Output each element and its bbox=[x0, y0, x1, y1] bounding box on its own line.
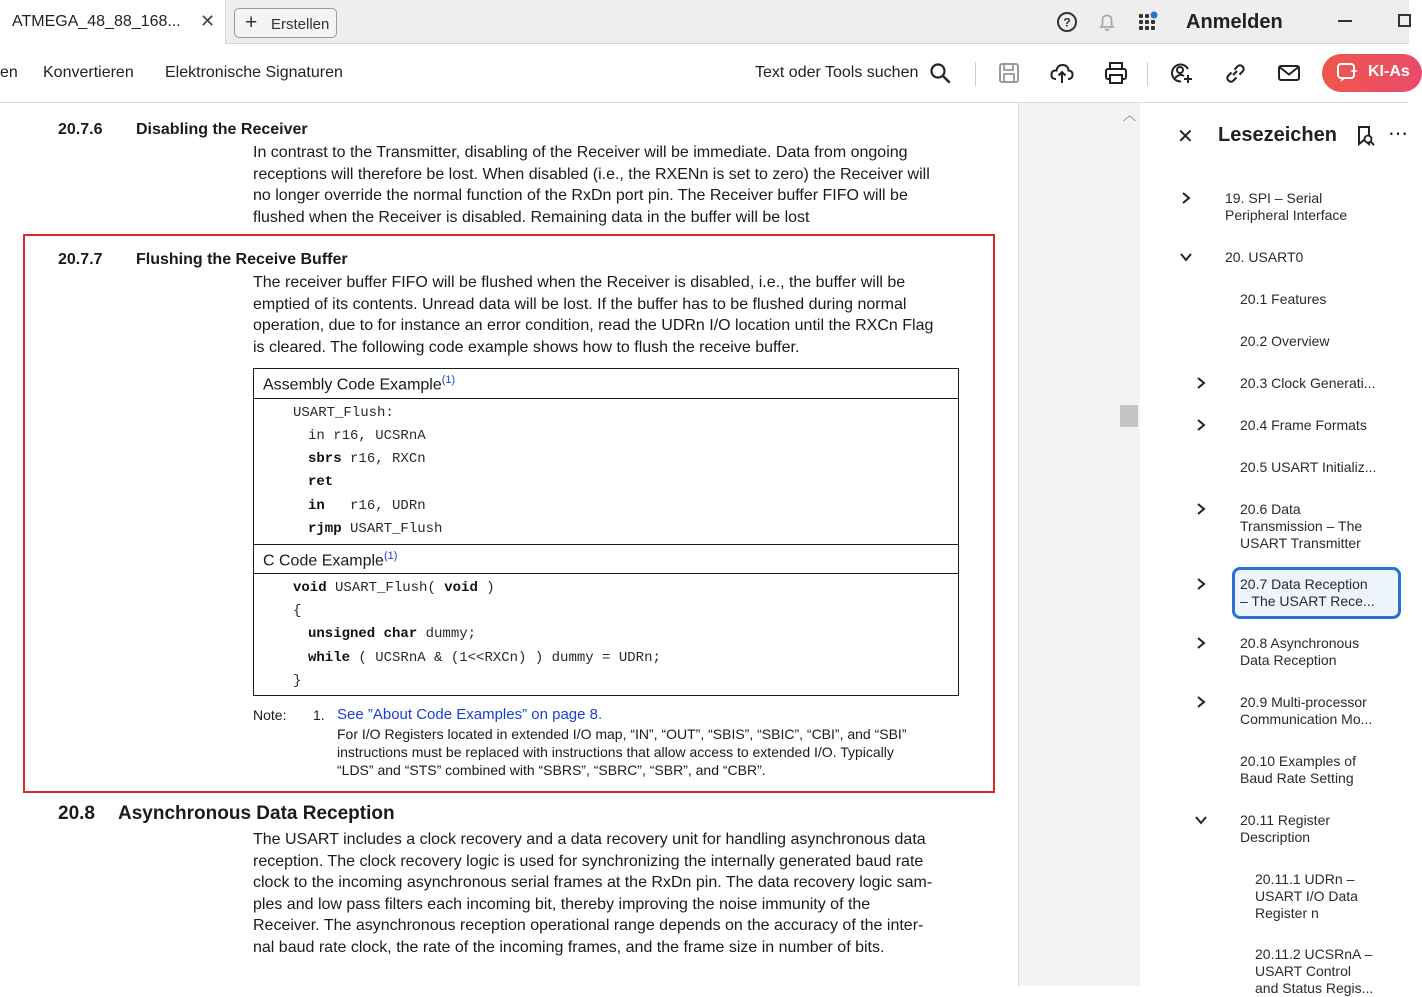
panel-title: Lesezeichen bbox=[1218, 124, 1337, 146]
section-title: Disabling the Receiver bbox=[136, 121, 308, 138]
asm-line: in r16, UCSRnA bbox=[308, 428, 426, 444]
paragraph-flushing-buffer bbox=[253, 272, 958, 358]
paragraph-async-reception bbox=[253, 829, 958, 959]
link-icon[interactable] bbox=[1222, 60, 1248, 86]
chevron-right-icon[interactable] bbox=[1179, 191, 1193, 205]
footnote-link[interactable]: (1) bbox=[383, 550, 398, 562]
bookmark-item[interactable]: 20.8 Asynchronous Data Reception bbox=[1240, 635, 1360, 668]
text-line: flushed when the Receiver is disabled. Remaining data in the buffer will be lost bbox=[253, 208, 810, 226]
ai-assistant-label: KI-As bbox=[1368, 63, 1410, 80]
document-view[interactable] bbox=[0, 103, 1018, 986]
main-toolbar bbox=[0, 44, 1409, 103]
ai-sparkle-icon bbox=[1336, 62, 1360, 84]
chevron-right-icon[interactable] bbox=[1194, 418, 1208, 432]
bookmark-item[interactable]: 20.6 Data Transmission – The USART Transmitter bbox=[1240, 501, 1363, 551]
bookmark-item[interactable]: 20.10 Examples of Baud Rate Setting bbox=[1240, 753, 1356, 786]
note-number: 1. bbox=[313, 707, 325, 723]
bookmark-item[interactable]: 20.1 Features bbox=[1240, 291, 1327, 307]
assembly-header-text: Assembly Code Example bbox=[263, 376, 442, 394]
footnote-link[interactable]: (1) bbox=[441, 374, 456, 386]
toolbar-separator bbox=[975, 62, 976, 86]
c-line: } bbox=[293, 673, 302, 689]
text-line: ples and low pass filters each incoming bit, thereby improving the noise immunity of the bbox=[253, 895, 871, 913]
asm-line: rjmp USART_Flush bbox=[308, 521, 443, 537]
bookmark-item[interactable]: 20.4 Frame Formats bbox=[1240, 417, 1367, 433]
bell-icon[interactable] bbox=[1096, 11, 1118, 33]
text-line: clock to the incoming asynchronous serial frames at the RxDn pin. The data recovery logic sam- bbox=[253, 874, 933, 892]
chevron-right-icon[interactable] bbox=[1194, 695, 1208, 709]
text-line: no longer override the normal function of the RxDn port pin. The Receiver buffer FIFO will be bbox=[253, 187, 908, 205]
scrollbar-thumb[interactable] bbox=[1120, 405, 1138, 427]
chevron-right-icon[interactable] bbox=[1194, 636, 1208, 650]
plus-icon: + bbox=[245, 11, 258, 34]
asm-line: USART_Flush: bbox=[293, 405, 394, 421]
close-panel-icon[interactable]: ✕ bbox=[1177, 126, 1194, 148]
bookmark-item-active[interactable]: 20.7 Data Reception – The USART Rece... bbox=[1240, 576, 1375, 609]
asm-line: sbrs r16, RXCn bbox=[308, 451, 426, 467]
text-line: The receiver buffer FIFO will be flushed when the Receiver is disabled, i.e., the buffer will be bbox=[253, 274, 906, 291]
document-tab[interactable] bbox=[0, 0, 226, 44]
asm-line: ret bbox=[308, 474, 334, 490]
note-label: Note: bbox=[253, 707, 287, 723]
help-circle-icon[interactable] bbox=[1056, 11, 1078, 33]
menu-item-edit[interactable]: en bbox=[0, 64, 18, 81]
bookmark-search-icon[interactable] bbox=[1354, 125, 1376, 147]
section-number: 20.8 bbox=[58, 803, 95, 824]
bookmark-item[interactable]: 20.3 Clock Generati... bbox=[1240, 375, 1376, 391]
note-text bbox=[337, 725, 957, 780]
text-line: “LDS” and “STS” combined with “SBRS”, “SBRC”, “SBR”, and “CBR”. bbox=[337, 762, 766, 779]
text-line: Receiver. The asynchronous reception operational range depends on the accuracy of the inter- bbox=[253, 917, 924, 935]
asm-line: in r16, UDRn bbox=[308, 498, 426, 514]
upload-cloud-icon[interactable] bbox=[1049, 60, 1075, 86]
tab-title: ATMEGA_48_88_168... bbox=[12, 13, 181, 30]
search-tools-label[interactable]: Text oder Tools suchen bbox=[755, 64, 919, 81]
section-number: 20.7.6 bbox=[58, 121, 103, 138]
bookmark-item[interactable]: 20.2 Overview bbox=[1240, 333, 1330, 349]
c-line: unsigned char dummy; bbox=[308, 626, 477, 642]
tab-bar bbox=[0, 0, 1409, 44]
svg-text:?: ? bbox=[1063, 15, 1071, 30]
bookmark-item[interactable]: 20.9 Multi-processor Communication Mo... bbox=[1240, 694, 1373, 727]
sign-in-button[interactable]: Anmelden bbox=[1186, 11, 1283, 33]
menu-item-signatures[interactable]: Elektronische Signaturen bbox=[165, 64, 343, 81]
text-line: emptied of its contents. Unread data will be lost. If the buffer has to be flushed during normal bbox=[253, 295, 907, 313]
chevron-right-icon[interactable] bbox=[1194, 577, 1208, 591]
c-line: { bbox=[293, 603, 302, 619]
minimize-icon[interactable] bbox=[1338, 20, 1352, 22]
c-header-text: C Code Example bbox=[263, 552, 384, 570]
mail-icon[interactable] bbox=[1276, 60, 1302, 86]
save-icon[interactable] bbox=[996, 60, 1022, 86]
bookmark-item[interactable]: 20. USART0 bbox=[1225, 249, 1304, 265]
maximize-icon[interactable] bbox=[1398, 14, 1411, 27]
toolbar-separator bbox=[1147, 62, 1148, 86]
vertical-scrollbar[interactable] bbox=[1018, 103, 1140, 986]
text-line: reception. The clock recovery logic is used for synchronizing the internally generated baud rate bbox=[253, 852, 924, 870]
chevron-right-icon[interactable] bbox=[1194, 502, 1208, 516]
apps-grid-icon[interactable] bbox=[1137, 11, 1159, 33]
share-user-icon[interactable] bbox=[1168, 60, 1194, 86]
c-code-header bbox=[254, 544, 958, 574]
bookmark-item[interactable]: 20.5 USART Initializ... bbox=[1240, 459, 1377, 475]
c-line: while ( UCSRnA & (1<<RXCn) ) dummy = UDRn; bbox=[308, 650, 661, 666]
code-example-table bbox=[253, 368, 959, 696]
chevron-down-icon[interactable] bbox=[1194, 813, 1208, 827]
bookmark-item[interactable]: 19. SPI – Serial Peripheral Interface bbox=[1225, 190, 1348, 223]
create-button-label: Erstellen bbox=[271, 16, 330, 33]
text-line: operation, due to for instance an error condition, read the UDRn I/O location until the RXCn Flag bbox=[253, 317, 934, 335]
search-icon[interactable] bbox=[928, 61, 952, 85]
tab-close-icon[interactable]: ✕ bbox=[200, 11, 216, 31]
print-icon[interactable] bbox=[1103, 60, 1129, 86]
menu-item-convert[interactable]: Konvertieren bbox=[43, 64, 134, 81]
section-title: Asynchronous Data Reception bbox=[118, 803, 395, 824]
assembly-code-header bbox=[254, 369, 958, 399]
c-line: void USART_Flush( void ) bbox=[293, 580, 495, 596]
bookmark-item[interactable]: 20.11.1 UDRn – USART I/O Data Register n bbox=[1255, 871, 1358, 921]
text-line: For I/O Registers located in extended I/O map, “IN”, “OUT”, “SBIS”, “SBIC”, “CBI”, and “SBI” bbox=[337, 726, 907, 742]
text-line: instructions must be replaced with instructions that allow access to extended I/O. Typically bbox=[337, 744, 894, 761]
create-button[interactable] bbox=[234, 8, 337, 38]
text-line: In contrast to the Transmitter, disabling of the Receiver will be immediate. Data from ongoing bbox=[253, 144, 908, 161]
paragraph-disabling-receiver bbox=[253, 142, 958, 228]
about-code-examples-link[interactable]: See ”About Code Examples” on page 8. bbox=[337, 706, 603, 723]
scroll-up-arrow-icon[interactable]: ︿ bbox=[1123, 108, 1137, 123]
section-number: 20.7.7 bbox=[58, 251, 103, 268]
ai-assistant-button[interactable] bbox=[1322, 54, 1422, 92]
text-line: The USART includes a clock recovery and a data recovery unit for handling asynchronous data bbox=[253, 831, 926, 848]
chevron-down-icon[interactable] bbox=[1179, 250, 1193, 264]
chevron-right-icon[interactable] bbox=[1194, 376, 1208, 390]
text-line: is cleared. The following code example shows how to flush the receive buffer. bbox=[253, 338, 800, 356]
section-title: Flushing the Receive Buffer bbox=[136, 251, 348, 268]
more-options-icon[interactable]: ⋯ bbox=[1388, 123, 1409, 145]
text-line: receptions will therefore be lost. When disabled (i.e., the RXENn is set to zero) the Receiver will bbox=[253, 165, 930, 183]
text-line: nal baud rate clock, the rate of the incoming frames, and the frame size in number of bits. bbox=[253, 938, 885, 956]
bookmark-item[interactable]: 20.11 Register Description bbox=[1240, 812, 1331, 845]
bookmark-item[interactable]: 20.11.2 UCSRnA – USART Control and Status Regis... bbox=[1255, 946, 1374, 996]
